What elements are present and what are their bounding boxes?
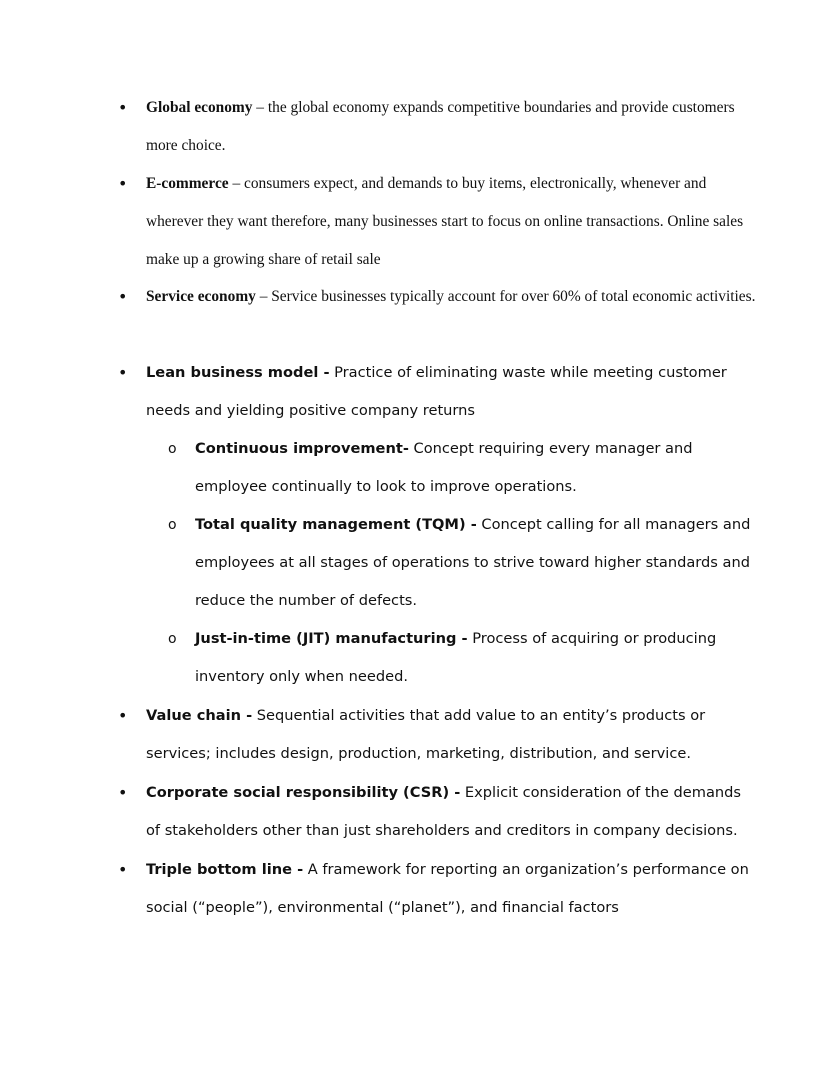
- sub-bullet-point: o: [168, 631, 177, 647]
- term-label: Value chain -: [146, 707, 253, 724]
- term-description: A framework for reporting an organization’s performance on social (“people”), environmental (“planet”), and financial factors: [146, 861, 749, 916]
- bullet-point: •: [118, 706, 128, 725]
- sub-bullet-point: o: [168, 517, 177, 533]
- list-item-triple-bottom-line: [146, 851, 756, 927]
- term-description: Explicit consideration of the demands of stakeholders other than just shareholders and creditors in company decisions.: [146, 784, 742, 839]
- sub-bullet-point: o: [168, 441, 177, 457]
- term-description: Concept calling for all managers and employees at all stages of operations to strive toward higher standards and reduce the number of defects.: [195, 516, 751, 609]
- term-label: Triple bottom line -: [146, 861, 304, 878]
- term-label: Total quality management (TQM) -: [195, 516, 477, 533]
- term-description: – Service businesses typically account for over 60% of total economic activities.: [255, 288, 756, 305]
- list-item-e-commerce: [146, 165, 756, 279]
- term-label: Corporate social responsibility (CSR) -: [146, 784, 461, 801]
- term-label: Lean business model -: [146, 364, 330, 381]
- bullet-point: •: [118, 860, 128, 879]
- term-label: E-commerce: [146, 175, 229, 192]
- term-label: Global economy: [146, 99, 253, 116]
- list-item-lean-business-model: [146, 354, 756, 430]
- list-item-global-economy: [146, 89, 756, 165]
- term-description: – consumers expect, and demands to buy items, electronically, whenever and wherever they want therefore, many businesses start to focus on online transactions. Online sales make up a growing share of retail sale: [146, 175, 744, 268]
- bullet-point: •: [118, 287, 128, 306]
- term-description: Process of acquiring or producing inventory only when needed.: [195, 630, 717, 685]
- bullet-point: •: [118, 174, 128, 193]
- term-description: Sequential activities that add value to an entity’s products or services; includes design, production, marketing, distribution, and service.: [146, 707, 706, 762]
- term-description: Concept requiring every manager and employee continually to look to improve operations.: [195, 440, 693, 495]
- list-item-value-chain: [146, 697, 756, 773]
- sub-item-just-in-time: [195, 620, 755, 696]
- term-label: Just-in-time (JIT) manufacturing -: [195, 630, 468, 647]
- bullet-point: •: [118, 783, 128, 802]
- list-item-corporate-social-responsibility: [146, 774, 756, 850]
- sub-item-total-quality-management: [195, 506, 755, 620]
- list-item-service-economy: [146, 278, 756, 316]
- term-description: Practice of eliminating waste while meeting customer needs and yielding positive company returns: [146, 364, 727, 419]
- sub-item-continuous-improvement: [195, 430, 755, 506]
- term-description: – the global economy expands competitive boundaries and provide customers more choice.: [146, 99, 735, 154]
- term-label: Service economy: [146, 288, 256, 305]
- term-label: Continuous improvement-: [195, 440, 409, 457]
- bullet-point: •: [118, 363, 128, 382]
- bullet-point: •: [118, 98, 128, 117]
